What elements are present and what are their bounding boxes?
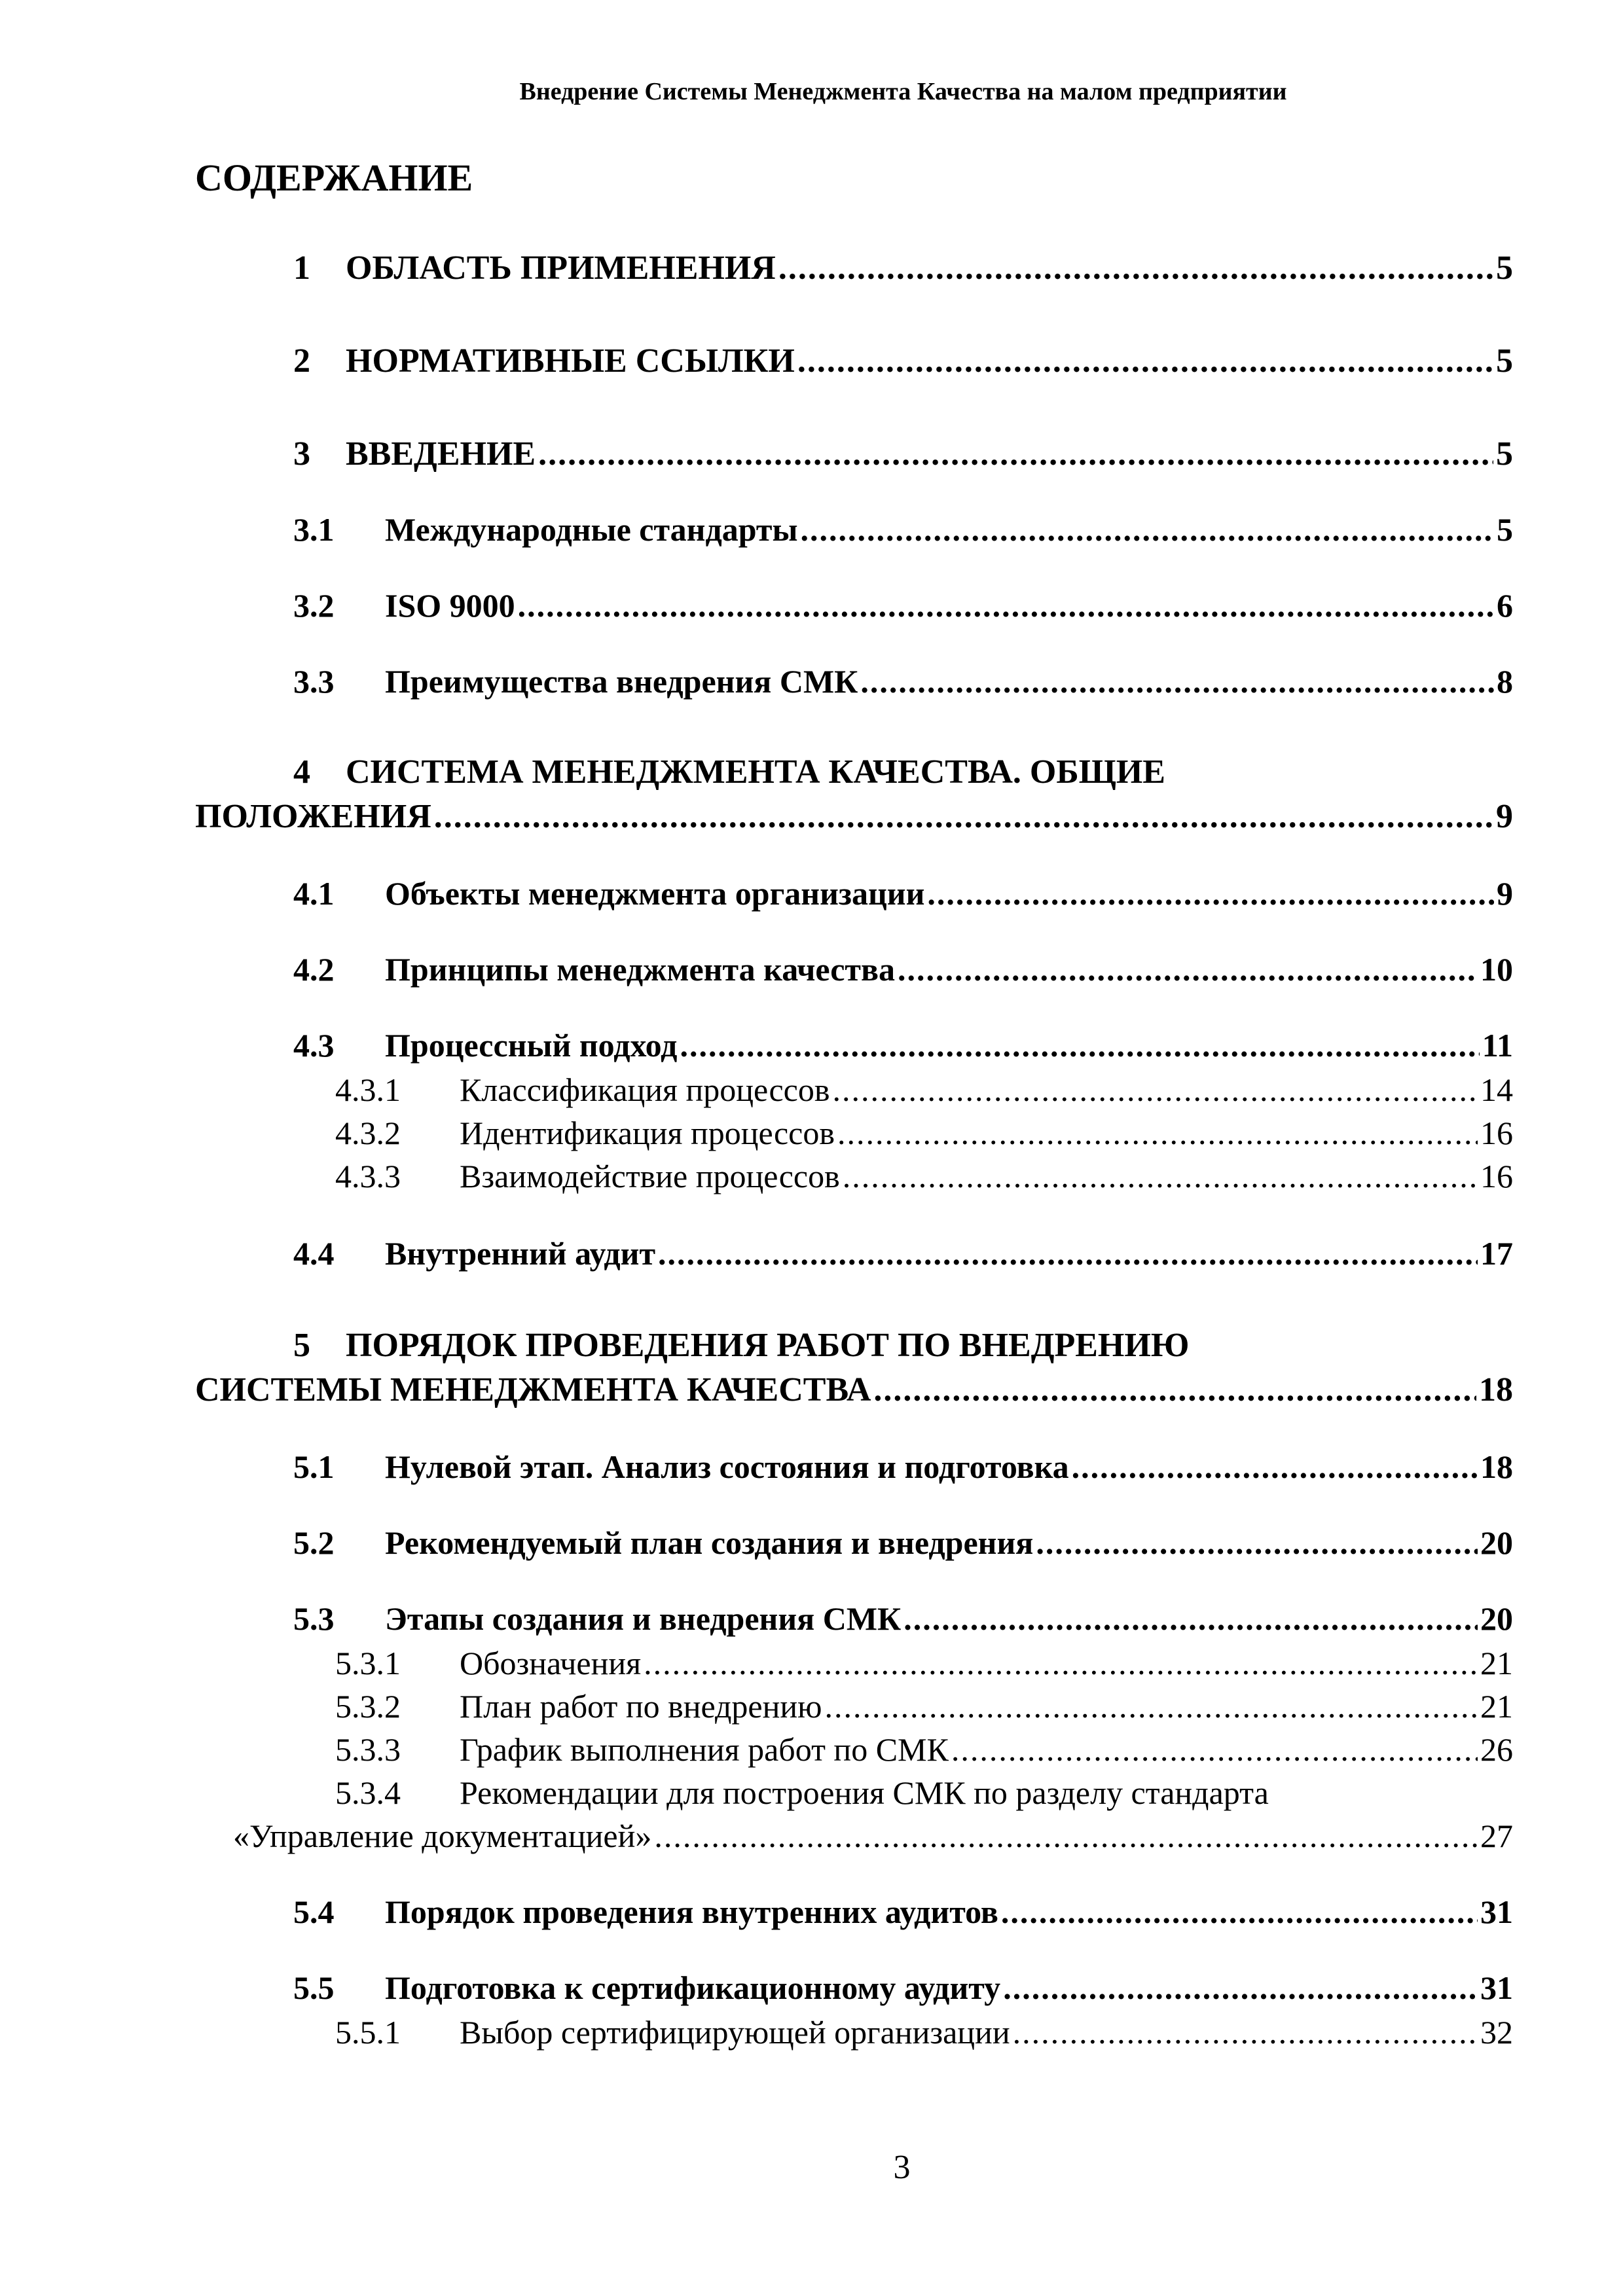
- toc-entry[interactable]: [293, 1524, 1513, 1562]
- dot-leader: [801, 511, 1495, 548]
- toc-entry-title: Объекты менеджмента организации: [385, 875, 925, 912]
- toc-entry-first-line[interactable]: [293, 1326, 1189, 1365]
- toc-entry-number: 3.3: [293, 663, 335, 700]
- toc-entry-page: 18: [1479, 1371, 1513, 1408]
- toc-entry[interactable]: [335, 1687, 1513, 1725]
- dot-leader: [680, 1026, 1479, 1064]
- toc-entry[interactable]: [293, 249, 1513, 287]
- toc-entry-page: 5: [1496, 342, 1513, 380]
- toc-entry-title: Обозначения: [460, 1645, 642, 1681]
- toc-entry-page: 21: [1480, 1688, 1513, 1725]
- toc-entry[interactable]: [335, 1157, 1513, 1195]
- dot-leader: [951, 1731, 1478, 1768]
- page-number: [0, 2148, 1623, 2187]
- toc-entry-number: 4.2: [293, 951, 335, 988]
- toc-entry-first-line[interactable]: [293, 753, 1165, 791]
- toc-entry-title: СИСТЕМА МЕНЕДЖМЕНТА КАЧЕСТВА. ОБЩИЕ: [346, 753, 1165, 791]
- toc-entry-number: 5.3.2: [335, 1688, 401, 1725]
- toc-entry[interactable]: [293, 586, 1513, 624]
- dot-leader: [1036, 1524, 1478, 1562]
- toc-entry[interactable]: [293, 435, 1513, 473]
- dot-leader: [1003, 1969, 1478, 2007]
- toc-entry-page: 27: [1480, 1818, 1513, 1854]
- toc-entry-number: 4.3.1: [335, 1071, 401, 1108]
- toc-entry-title-continued: «Управление документацией»: [233, 1818, 652, 1854]
- toc-entry[interactable]: [293, 950, 1513, 988]
- toc-entry[interactable]: [335, 1114, 1513, 1152]
- toc-entry-title: Внутренний аудит: [385, 1235, 656, 1272]
- dot-leader: [903, 1600, 1478, 1638]
- dot-leader: [1013, 2013, 1478, 2051]
- toc-entry-number: 5.3.1: [335, 1645, 401, 1681]
- toc-entry-page: 5: [1496, 249, 1513, 287]
- dot-leader: [658, 1234, 1478, 1272]
- toc-entry-page: 26: [1480, 1731, 1513, 1768]
- toc-entry-page: 5: [1497, 511, 1513, 548]
- page-number-text: 3: [893, 2149, 911, 2186]
- toc-entry-number: 4.3.3: [335, 1158, 401, 1194]
- toc-entry-title: ВВЕДЕНИЕ: [346, 435, 536, 473]
- toc-entry[interactable]: [335, 1071, 1513, 1109]
- toc-entry-title: График выполнения работ по СМК: [460, 1731, 949, 1768]
- dot-leader: [434, 797, 1493, 836]
- toc-entry-title: Идентификация процессов: [460, 1115, 835, 1151]
- toc-entry-title: Классификация процессов: [460, 1071, 830, 1108]
- dot-leader: [825, 1687, 1478, 1725]
- toc-entry-number: 5.3.4: [335, 1774, 401, 1811]
- toc-entry[interactable]: [293, 1969, 1513, 2007]
- toc-entry-page: 16: [1480, 1115, 1513, 1151]
- toc-entry-number: 4.3: [293, 1027, 335, 1064]
- toc-entry-number: 5: [293, 1327, 310, 1364]
- toc-entry-title-continued: ПОЛОЖЕНИЯ: [195, 798, 431, 835]
- toc-entry-number: 5.3.3: [335, 1731, 401, 1768]
- toc-entry-title: Рекомендации для построения СМК по разделу стандарта: [460, 1774, 1269, 1811]
- dot-leader: [654, 1817, 1478, 1855]
- running-header: [0, 77, 1623, 106]
- dot-leader: [843, 1157, 1478, 1195]
- dot-leader: [538, 435, 1493, 473]
- toc-entry-title: Процессный подход: [385, 1027, 678, 1064]
- toc-entry-page: 17: [1480, 1235, 1513, 1272]
- toc-entry-title: НОРМАТИВНЫЕ ССЫЛКИ: [346, 342, 795, 380]
- toc-entry-page: 5: [1496, 435, 1513, 473]
- toc-entry[interactable]: [293, 662, 1513, 700]
- dot-leader: [797, 342, 1493, 380]
- toc-entry[interactable]: [335, 1644, 1513, 1682]
- toc-entry-title: Взаимодействие процессов: [460, 1158, 840, 1194]
- toc-entry[interactable]: [293, 874, 1513, 912]
- toc-entry-number: 4.4: [293, 1235, 335, 1272]
- toc-entry-page: 21: [1480, 1645, 1513, 1681]
- dot-leader: [1072, 1448, 1478, 1486]
- toc-entry-number: 5.3: [293, 1600, 335, 1637]
- dot-leader: [518, 586, 1494, 624]
- toc-entry-number: 5.5: [293, 1969, 335, 2006]
- toc-entry-title: Рекомендуемый план создания и внедрения: [385, 1524, 1034, 1561]
- toc-entry[interactable]: [293, 1893, 1513, 1931]
- toc-title: СОДЕРЖАНИЕ: [195, 156, 473, 199]
- toc-entry-page: 9: [1497, 875, 1513, 912]
- toc-entry-number: 5.2: [293, 1524, 335, 1561]
- toc-entry-number: 5.1: [293, 1448, 335, 1485]
- toc-entry-title: Принципы менеджмента качества: [385, 951, 895, 988]
- toc-entry-number: 1: [293, 249, 310, 287]
- toc-entry-title: ISO 9000: [385, 587, 515, 624]
- toc-entry[interactable]: [233, 1817, 1513, 1855]
- toc-entry-title: Подготовка к сертификационному аудиту: [385, 1969, 1001, 2006]
- toc-entry-page: 6: [1497, 587, 1513, 624]
- toc-entry[interactable]: [293, 1600, 1513, 1638]
- toc-entry-page: 32: [1480, 2014, 1513, 2051]
- toc-entry[interactable]: [195, 797, 1513, 836]
- toc-entry-page: 31: [1480, 1893, 1513, 1930]
- toc-entry-title: Международные стандарты: [385, 511, 798, 548]
- dot-leader: [898, 950, 1478, 988]
- toc-entry-number: 4: [293, 753, 310, 791]
- toc-entry[interactable]: [335, 2013, 1513, 2051]
- toc-entry-title: Выбор сертифицирующей организации: [460, 2014, 1010, 2051]
- dot-leader: [837, 1114, 1478, 1152]
- toc-entry-title: План работ по внедрению: [460, 1688, 822, 1725]
- toc-entry-title-continued: СИСТЕМЫ МЕНЕДЖМЕНТА КАЧЕСТВА: [195, 1371, 871, 1408]
- toc-entry[interactable]: [293, 1234, 1513, 1272]
- dot-leader: [860, 662, 1494, 700]
- toc-entry-number: 4.1: [293, 875, 335, 912]
- toc-entry[interactable]: [335, 1731, 1513, 1768]
- toc-entry-page: 9: [1496, 798, 1513, 835]
- toc-entry-title: Преимущества внедрения СМК: [385, 663, 858, 700]
- toc-entry-title: ОБЛАСТЬ ПРИМЕНЕНИЯ: [346, 249, 776, 287]
- toc-entry-page: 8: [1497, 663, 1513, 700]
- dot-leader: [778, 249, 1493, 287]
- toc-entry-title: Нулевой этап. Анализ состояния и подготовка: [385, 1448, 1069, 1485]
- toc-entry[interactable]: [293, 1448, 1513, 1486]
- toc-entry-title: Этапы создания и внедрения СМК: [385, 1600, 902, 1637]
- toc-entry-title: Порядок проведения внутренних аудитов: [385, 1893, 998, 1930]
- dot-leader: [832, 1071, 1478, 1109]
- toc-entry-number: 5.5.1: [335, 2014, 401, 2051]
- toc-entry-number: 3.1: [293, 511, 335, 548]
- toc-entry-number: 5.4: [293, 1893, 335, 1930]
- dot-leader: [644, 1644, 1478, 1682]
- toc-entry-page: 14: [1480, 1071, 1513, 1108]
- toc-entry-number: 3: [293, 435, 310, 473]
- toc-entry-number: 3.2: [293, 587, 335, 624]
- toc-entry[interactable]: [293, 1026, 1513, 1064]
- toc-entry-page: 31: [1480, 1969, 1513, 2006]
- toc-entry-number: 4.3.2: [335, 1115, 401, 1151]
- dot-leader: [873, 1371, 1476, 1409]
- toc-entry[interactable]: [195, 1371, 1513, 1409]
- toc-entry-page: 20: [1480, 1524, 1513, 1561]
- toc-entry[interactable]: [293, 511, 1513, 548]
- dot-leader: [927, 874, 1494, 912]
- toc-entry-page: 11: [1482, 1027, 1513, 1064]
- toc-entry-page: 20: [1480, 1600, 1513, 1637]
- toc-entry-title: ПОРЯДОК ПРОВЕДЕНИЯ РАБОТ ПО ВНЕДРЕНИЮ: [346, 1327, 1190, 1364]
- dot-leader: [1001, 1893, 1478, 1931]
- toc-entry-page: 18: [1480, 1448, 1513, 1485]
- toc-entry-number: 2: [293, 342, 310, 380]
- toc-entry-page: 10: [1480, 951, 1513, 988]
- toc-entry-page: 16: [1480, 1158, 1513, 1194]
- toc-entry[interactable]: [293, 342, 1513, 380]
- toc-entry-first-line[interactable]: [335, 1774, 1269, 1812]
- running-header-text: Внедрение Системы Менеджмента Качества на малом предприятии: [519, 78, 1287, 105]
